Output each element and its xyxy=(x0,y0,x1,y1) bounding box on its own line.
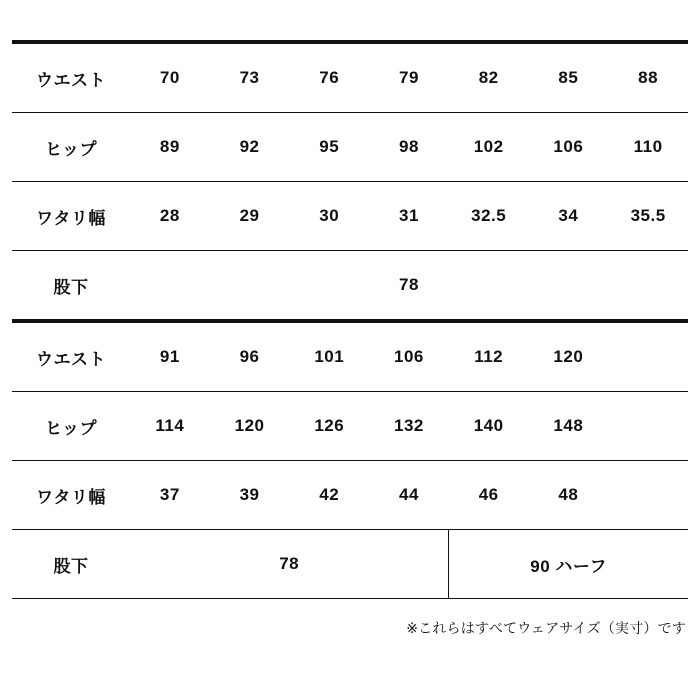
cell-hip2-4: 132 xyxy=(369,392,449,461)
cell-hip1-4: 98 xyxy=(369,113,449,182)
cell-waist1-2: 73 xyxy=(210,42,290,113)
table-row xyxy=(12,113,688,182)
row-label-thigh-2: ワタリ幅 xyxy=(12,461,130,530)
cell-waist1-4: 79 xyxy=(369,42,449,113)
cell-waist2-2: 96 xyxy=(210,321,290,392)
cell-waist1-3: 76 xyxy=(289,42,369,113)
cell-waist2-3: 101 xyxy=(289,321,369,392)
cell-waist1-5: 82 xyxy=(449,42,529,113)
table-row xyxy=(12,182,688,251)
cell-waist1-7: 88 xyxy=(608,42,688,113)
table-row xyxy=(12,530,688,599)
cell-thigh1-3: 30 xyxy=(289,182,369,251)
cell-thigh2-4: 44 xyxy=(369,461,449,530)
table-row xyxy=(12,42,688,113)
cell-hip1-1: 89 xyxy=(130,113,210,182)
row-label-hip-2: ヒップ xyxy=(12,392,130,461)
cell-inseam-2-left: 78 xyxy=(130,530,449,599)
cell-waist2-4: 106 xyxy=(369,321,449,392)
row-label-waist-2: ウエスト xyxy=(12,321,130,392)
cell-hip2-5: 140 xyxy=(449,392,529,461)
cell-hip2-3: 126 xyxy=(289,392,369,461)
cell-hip2-7 xyxy=(608,392,688,461)
cell-hip1-6: 106 xyxy=(529,113,609,182)
row-label-inseam-2: 股下 xyxy=(12,530,130,599)
cell-waist2-7 xyxy=(608,321,688,392)
cell-hip1-2: 92 xyxy=(210,113,290,182)
cell-thigh2-2: 39 xyxy=(210,461,290,530)
cell-inseam-1: 78 xyxy=(130,251,688,322)
size-chart-table xyxy=(12,40,688,599)
cell-hip2-2: 120 xyxy=(210,392,290,461)
cell-thigh1-7: 35.5 xyxy=(608,182,688,251)
cell-thigh1-4: 31 xyxy=(369,182,449,251)
cell-waist1-1: 70 xyxy=(130,42,210,113)
row-label-inseam-1: 股下 xyxy=(12,251,130,322)
cell-inseam-2-right: 90 ハーフ xyxy=(449,530,688,599)
cell-thigh2-6: 48 xyxy=(529,461,609,530)
cell-hip1-7: 110 xyxy=(608,113,688,182)
cell-waist2-6: 120 xyxy=(529,321,609,392)
measurement-note: ※これらはすべてウェアサイズ（実寸）です xyxy=(406,620,686,636)
cell-waist1-6: 85 xyxy=(529,42,609,113)
cell-hip2-1: 114 xyxy=(130,392,210,461)
row-label-waist-1: ウエスト xyxy=(12,42,130,113)
cell-thigh1-2: 29 xyxy=(210,182,290,251)
table-row xyxy=(12,461,688,530)
row-label-hip-1: ヒップ xyxy=(12,113,130,182)
cell-hip1-5: 102 xyxy=(449,113,529,182)
cell-waist2-1: 91 xyxy=(130,321,210,392)
cell-hip1-3: 95 xyxy=(289,113,369,182)
table-row xyxy=(12,321,688,392)
row-label-thigh-1: ワタリ幅 xyxy=(12,182,130,251)
table-row xyxy=(12,251,688,322)
cell-hip2-6: 148 xyxy=(529,392,609,461)
cell-thigh2-5: 46 xyxy=(449,461,529,530)
cell-thigh1-6: 34 xyxy=(529,182,609,251)
cell-thigh1-5: 32.5 xyxy=(449,182,529,251)
cell-thigh1-1: 28 xyxy=(130,182,210,251)
cell-thigh2-3: 42 xyxy=(289,461,369,530)
cell-thigh2-1: 37 xyxy=(130,461,210,530)
cell-waist2-5: 112 xyxy=(449,321,529,392)
table-row xyxy=(12,392,688,461)
cell-thigh2-7 xyxy=(608,461,688,530)
